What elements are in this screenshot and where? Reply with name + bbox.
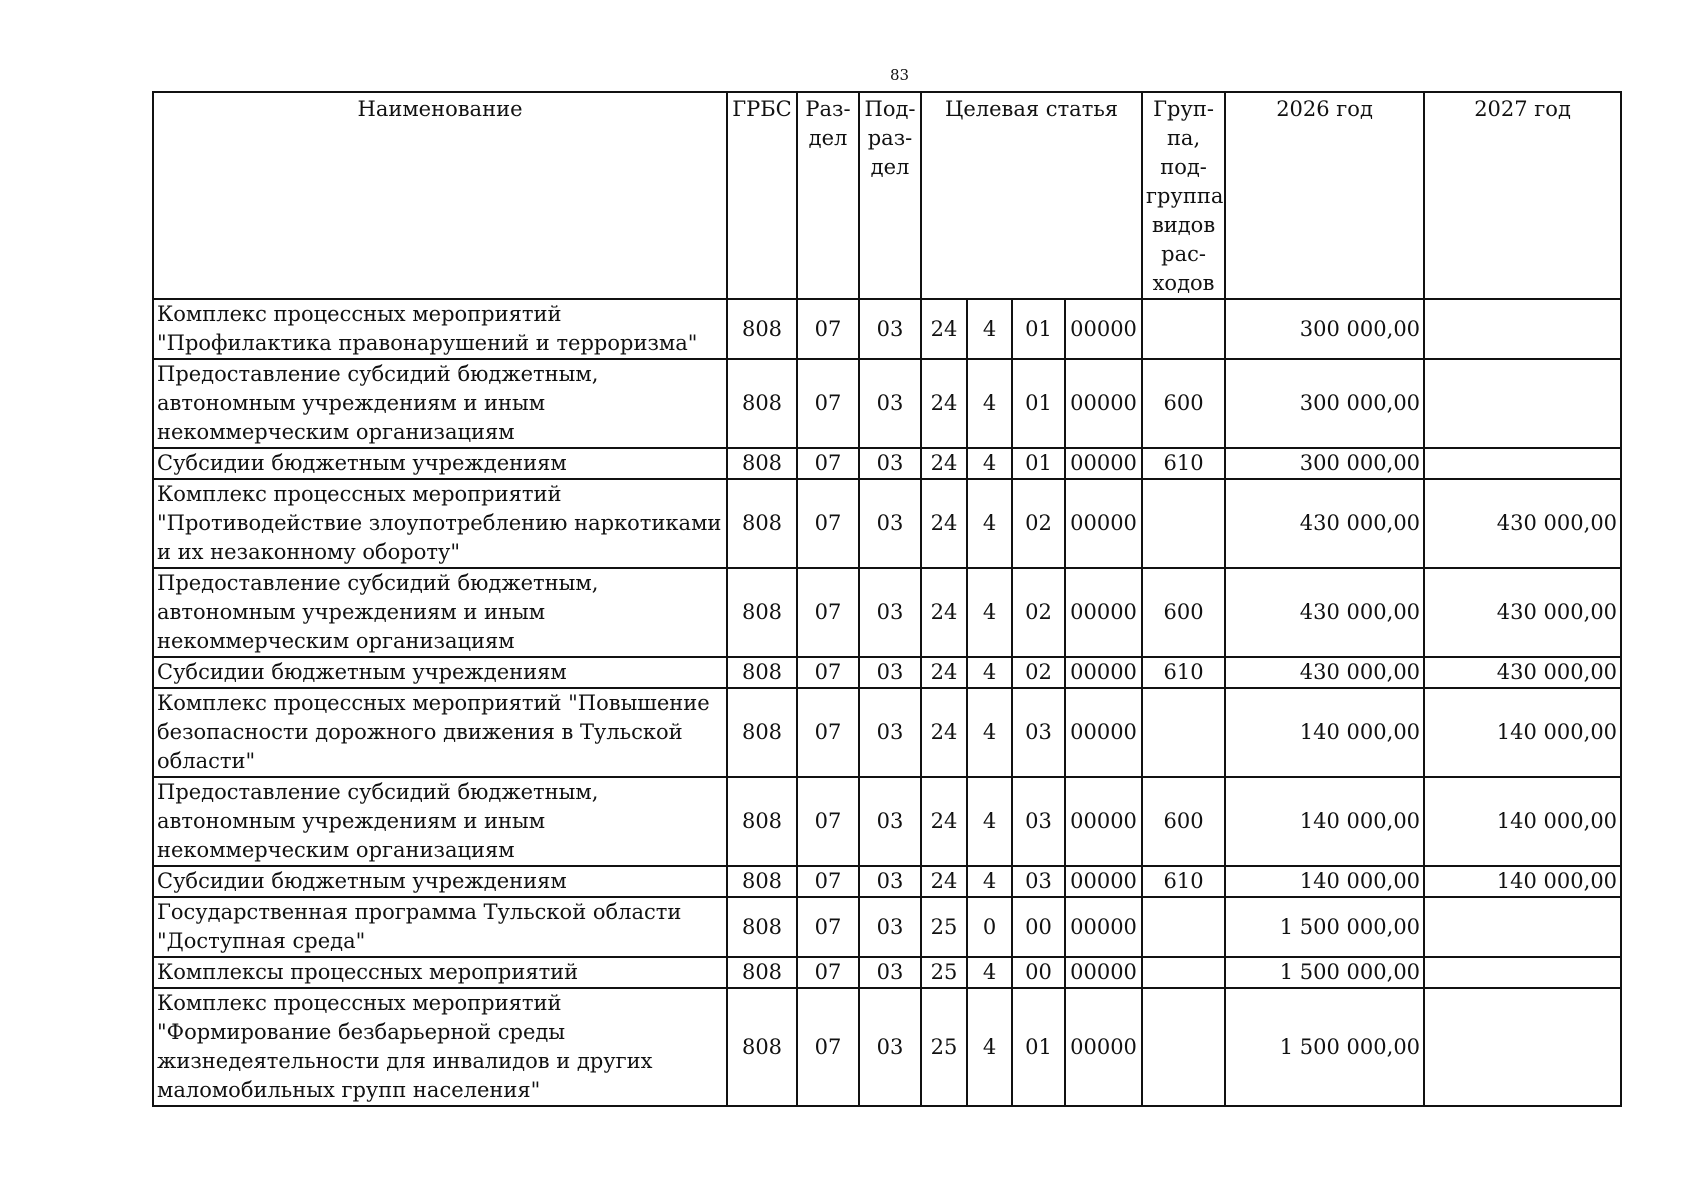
- row-grbs: 808: [727, 777, 797, 866]
- table-row: [153, 897, 1621, 957]
- row-target-direction: 00000: [1065, 568, 1142, 657]
- row-target-type: 4: [967, 359, 1012, 448]
- table-row: [153, 957, 1621, 988]
- row-target-direction: 00000: [1065, 359, 1142, 448]
- row-razdel: 07: [797, 777, 859, 866]
- row-target-program: 25: [921, 957, 967, 988]
- row-target-direction: 00000: [1065, 957, 1142, 988]
- row-expense-type: [1142, 988, 1225, 1106]
- row-razdel: 07: [797, 866, 859, 897]
- row-target-type: 0: [967, 897, 1012, 957]
- header-expense-group: Груп- па, под- группа видов рас- ходов: [1142, 92, 1225, 299]
- table-row: [153, 777, 1621, 866]
- row-podrazdel: 03: [859, 448, 921, 479]
- table-row: [153, 568, 1621, 657]
- row-target-direction: 00000: [1065, 448, 1142, 479]
- row-razdel: 07: [797, 359, 859, 448]
- row-target-subprogram: 02: [1012, 479, 1065, 568]
- row-target-program: 24: [921, 688, 967, 777]
- row-podrazdel: 03: [859, 688, 921, 777]
- row-target-type: 4: [967, 866, 1012, 897]
- row-amount-2027: [1424, 299, 1621, 359]
- row-target-program: 24: [921, 657, 967, 688]
- header-name: Наименование: [153, 92, 727, 299]
- row-name: Субсидии бюджетным учреждениям: [153, 448, 727, 479]
- row-amount-2026: 1 500 000,00: [1225, 988, 1424, 1106]
- row-target-direction: 00000: [1065, 299, 1142, 359]
- row-name: Комплекс процессных мероприятий "Формирование безбарьерной среды жизнедеятельности для инвалидов и других маломобильных групп населения": [153, 988, 727, 1106]
- budget-table: [152, 91, 1622, 1107]
- row-podrazdel: 03: [859, 988, 921, 1106]
- row-amount-2026: 300 000,00: [1225, 299, 1424, 359]
- row-razdel: 07: [797, 479, 859, 568]
- row-amount-2027: [1424, 448, 1621, 479]
- row-amount-2026: 140 000,00: [1225, 866, 1424, 897]
- row-expense-type: 600: [1142, 777, 1225, 866]
- row-amount-2027: [1424, 957, 1621, 988]
- row-amount-2026: 430 000,00: [1225, 568, 1424, 657]
- row-target-program: 24: [921, 448, 967, 479]
- row-grbs: 808: [727, 988, 797, 1106]
- row-podrazdel: 03: [859, 299, 921, 359]
- row-target-subprogram: 03: [1012, 688, 1065, 777]
- row-target-type: 4: [967, 448, 1012, 479]
- row-target-type: 4: [967, 657, 1012, 688]
- row-target-program: 24: [921, 568, 967, 657]
- row-target-subprogram: 03: [1012, 866, 1065, 897]
- row-target-direction: 00000: [1065, 897, 1142, 957]
- row-name: Предоставление субсидий бюджетным, автономным учреждениям и иным некоммерческим организациям: [153, 777, 727, 866]
- row-expense-type: 610: [1142, 866, 1225, 897]
- row-podrazdel: 03: [859, 568, 921, 657]
- row-amount-2027: [1424, 988, 1621, 1106]
- row-target-direction: 00000: [1065, 657, 1142, 688]
- header-2026: 2026 год: [1225, 92, 1424, 299]
- row-name: Комплекс процессных мероприятий "Противодействие злоупотреблению наркотиками и их незаконному обороту": [153, 479, 727, 568]
- header-grbs: ГРБС: [727, 92, 797, 299]
- row-expense-type: 610: [1142, 448, 1225, 479]
- header-razdel: Раз- дел: [797, 92, 859, 299]
- header-target-article: Целевая статья: [921, 92, 1142, 299]
- row-expense-type: 600: [1142, 568, 1225, 657]
- row-target-subprogram: 01: [1012, 988, 1065, 1106]
- row-amount-2027: 430 000,00: [1424, 479, 1621, 568]
- row-target-subprogram: 01: [1012, 359, 1065, 448]
- row-expense-type: 600: [1142, 359, 1225, 448]
- row-name: Комплекс процессных мероприятий "Повышение безопасности дорожного движения в Тульской области": [153, 688, 727, 777]
- row-target-program: 24: [921, 299, 967, 359]
- row-podrazdel: 03: [859, 957, 921, 988]
- row-grbs: 808: [727, 657, 797, 688]
- row-target-subprogram: 03: [1012, 777, 1065, 866]
- row-target-type: 4: [967, 688, 1012, 777]
- row-podrazdel: 03: [859, 657, 921, 688]
- row-grbs: 808: [727, 897, 797, 957]
- row-grbs: 808: [727, 359, 797, 448]
- table-row: [153, 299, 1621, 359]
- row-name: Комплекс процессных мероприятий "Профилактика правонарушений и терроризма": [153, 299, 727, 359]
- row-target-subprogram: 01: [1012, 448, 1065, 479]
- row-podrazdel: 03: [859, 866, 921, 897]
- row-amount-2026: 140 000,00: [1225, 688, 1424, 777]
- page-number: 83: [890, 66, 910, 84]
- row-expense-type: [1142, 299, 1225, 359]
- row-amount-2026: 1 500 000,00: [1225, 897, 1424, 957]
- table-row: [153, 479, 1621, 568]
- row-grbs: 808: [727, 957, 797, 988]
- row-razdel: 07: [797, 688, 859, 777]
- row-target-program: 24: [921, 777, 967, 866]
- row-amount-2027: [1424, 359, 1621, 448]
- row-amount-2026: 1 500 000,00: [1225, 957, 1424, 988]
- row-grbs: 808: [727, 568, 797, 657]
- row-grbs: 808: [727, 299, 797, 359]
- row-razdel: 07: [797, 957, 859, 988]
- row-target-program: 25: [921, 897, 967, 957]
- row-target-program: 24: [921, 866, 967, 897]
- header-podrazdel: Под- раз- дел: [859, 92, 921, 299]
- row-target-type: 4: [967, 299, 1012, 359]
- row-expense-type: [1142, 688, 1225, 777]
- table-row: [153, 448, 1621, 479]
- row-podrazdel: 03: [859, 777, 921, 866]
- row-target-direction: 00000: [1065, 777, 1142, 866]
- row-podrazdel: 03: [859, 897, 921, 957]
- table-row: [153, 688, 1621, 777]
- row-target-program: 25: [921, 988, 967, 1106]
- row-amount-2027: 140 000,00: [1424, 688, 1621, 777]
- table-row: [153, 866, 1621, 897]
- table-header-row: [153, 92, 1621, 299]
- row-target-program: 24: [921, 359, 967, 448]
- row-target-type: 4: [967, 777, 1012, 866]
- row-target-subprogram: 02: [1012, 568, 1065, 657]
- row-expense-type: 610: [1142, 657, 1225, 688]
- row-amount-2026: 300 000,00: [1225, 359, 1424, 448]
- row-amount-2027: 140 000,00: [1424, 777, 1621, 866]
- row-grbs: 808: [727, 688, 797, 777]
- table-row: [153, 657, 1621, 688]
- row-target-program: 24: [921, 479, 967, 568]
- row-amount-2026: 300 000,00: [1225, 448, 1424, 479]
- row-expense-type: [1142, 957, 1225, 988]
- row-grbs: 808: [727, 448, 797, 479]
- row-target-subprogram: 01: [1012, 299, 1065, 359]
- row-name: Комплексы процессных мероприятий: [153, 957, 727, 988]
- row-razdel: 07: [797, 897, 859, 957]
- row-target-type: 4: [967, 957, 1012, 988]
- row-amount-2027: 140 000,00: [1424, 866, 1621, 897]
- row-target-subprogram: 00: [1012, 897, 1065, 957]
- row-amount-2027: 430 000,00: [1424, 568, 1621, 657]
- row-razdel: 07: [797, 657, 859, 688]
- row-name: Предоставление субсидий бюджетным, автономным учреждениям и иным некоммерческим организациям: [153, 568, 727, 657]
- row-name: Субсидии бюджетным учреждениям: [153, 657, 727, 688]
- row-target-direction: 00000: [1065, 688, 1142, 777]
- row-amount-2027: [1424, 897, 1621, 957]
- table-row: [153, 359, 1621, 448]
- row-target-direction: 00000: [1065, 988, 1142, 1106]
- row-grbs: 808: [727, 479, 797, 568]
- row-target-subprogram: 00: [1012, 957, 1065, 988]
- row-target-direction: 00000: [1065, 479, 1142, 568]
- row-amount-2026: 430 000,00: [1225, 479, 1424, 568]
- row-name: Субсидии бюджетным учреждениям: [153, 866, 727, 897]
- row-razdel: 07: [797, 448, 859, 479]
- row-grbs: 808: [727, 866, 797, 897]
- row-razdel: 07: [797, 299, 859, 359]
- row-target-direction: 00000: [1065, 866, 1142, 897]
- row-target-subprogram: 02: [1012, 657, 1065, 688]
- row-amount-2027: 430 000,00: [1424, 657, 1621, 688]
- row-expense-type: [1142, 897, 1225, 957]
- row-podrazdel: 03: [859, 359, 921, 448]
- row-target-type: 4: [967, 479, 1012, 568]
- table-row: [153, 988, 1621, 1106]
- row-target-type: 4: [967, 568, 1012, 657]
- header-2027: 2027 год: [1424, 92, 1621, 299]
- row-target-type: 4: [967, 988, 1012, 1106]
- row-amount-2026: 430 000,00: [1225, 657, 1424, 688]
- row-razdel: 07: [797, 568, 859, 657]
- row-podrazdel: 03: [859, 479, 921, 568]
- row-amount-2026: 140 000,00: [1225, 777, 1424, 866]
- row-name: Предоставление субсидий бюджетным, автономным учреждениям и иным некоммерческим организациям: [153, 359, 727, 448]
- row-razdel: 07: [797, 988, 859, 1106]
- row-name: Государственная программа Тульской области "Доступная среда": [153, 897, 727, 957]
- row-expense-type: [1142, 479, 1225, 568]
